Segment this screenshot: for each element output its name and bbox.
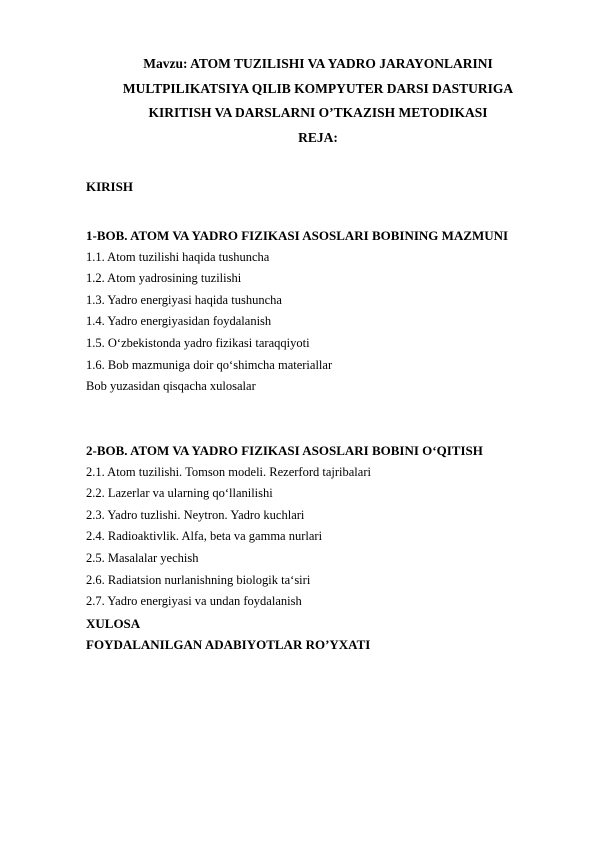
chapter-1-item: 1.1. Atom tuzilishi haqida tushuncha [86,249,270,264]
chapter-2-heading: 2-BOB. ATOM VA YADRO FIZIKASI ASOSLARI BOBINI O‘QITISH [86,443,483,458]
chapter-1-item: 1.6. Bob mazmuniga doir qo‘shimcha materiallar [86,357,333,372]
document-title [0,52,596,150]
conclusion-heading: XULOSA [86,615,141,631]
references-heading: FOYDALANILGAN ADABIYOTLAR RO’YXATI [86,637,371,653]
chapter-2 [86,440,566,656]
chapter-2-item: 2.3. Yadro tuzlishi. Neytron. Yadro kuchlari [86,507,305,522]
chapter-1-heading: 1-BOB. ATOM VA YADRO FIZIKASI ASOSLARI BOBINING MAZMUNI [86,228,509,243]
chapter-1-item: 1.2. Atom yadrosining tuzilishi [86,271,242,286]
chapter-2-item: 2.2. Lazerlar va ularning qo‘llanilishi [86,486,273,501]
chapter-1 [86,225,566,398]
title-line: MULTPILIKATSIYA QILIB KOMPYUTER DARSI DASTURIGA [122,80,514,96]
chapter-1-item: 1.4. Yadro energiyasidan foydalanish [86,314,272,329]
chapter-1-item: 1.3. Yadro energiyasi haqida tushuncha [86,292,282,307]
title-line: Mavzu: ATOM TUZILISHI VA YADRO JARAYONLARINI [143,56,493,71]
intro-heading: KIRISH [86,179,133,194]
chapter-2-item: 2.6. Radiatsion nurlanishning biologik ta‘siri [86,572,311,587]
chapter-2-item: 2.1. Atom tuzilishi. Tomson modeli. Rezerford tajribalari [86,464,371,479]
title-line: KIRITISH VA DARSLARNI O’TKAZISH METODIKASI [148,105,488,120]
chapter-2-item: 2.4. Radioaktivlik. Alfa, beta va gamma nurlari [86,529,323,544]
chapter-1-item: 1.5. O‘zbekistonda yadro fizikasi taraqqiyoti [86,335,310,350]
chapter-1-summary: Bob yuzasidan qisqacha xulosalar [86,379,256,394]
intro-section [86,176,566,198]
plan-heading: REJA: [298,129,338,145]
chapter-2-item: 2.7. Yadro energiyasi va undan foydalanish [86,594,302,609]
chapter-2-item: 2.5. Masalalar yechish [86,550,199,565]
